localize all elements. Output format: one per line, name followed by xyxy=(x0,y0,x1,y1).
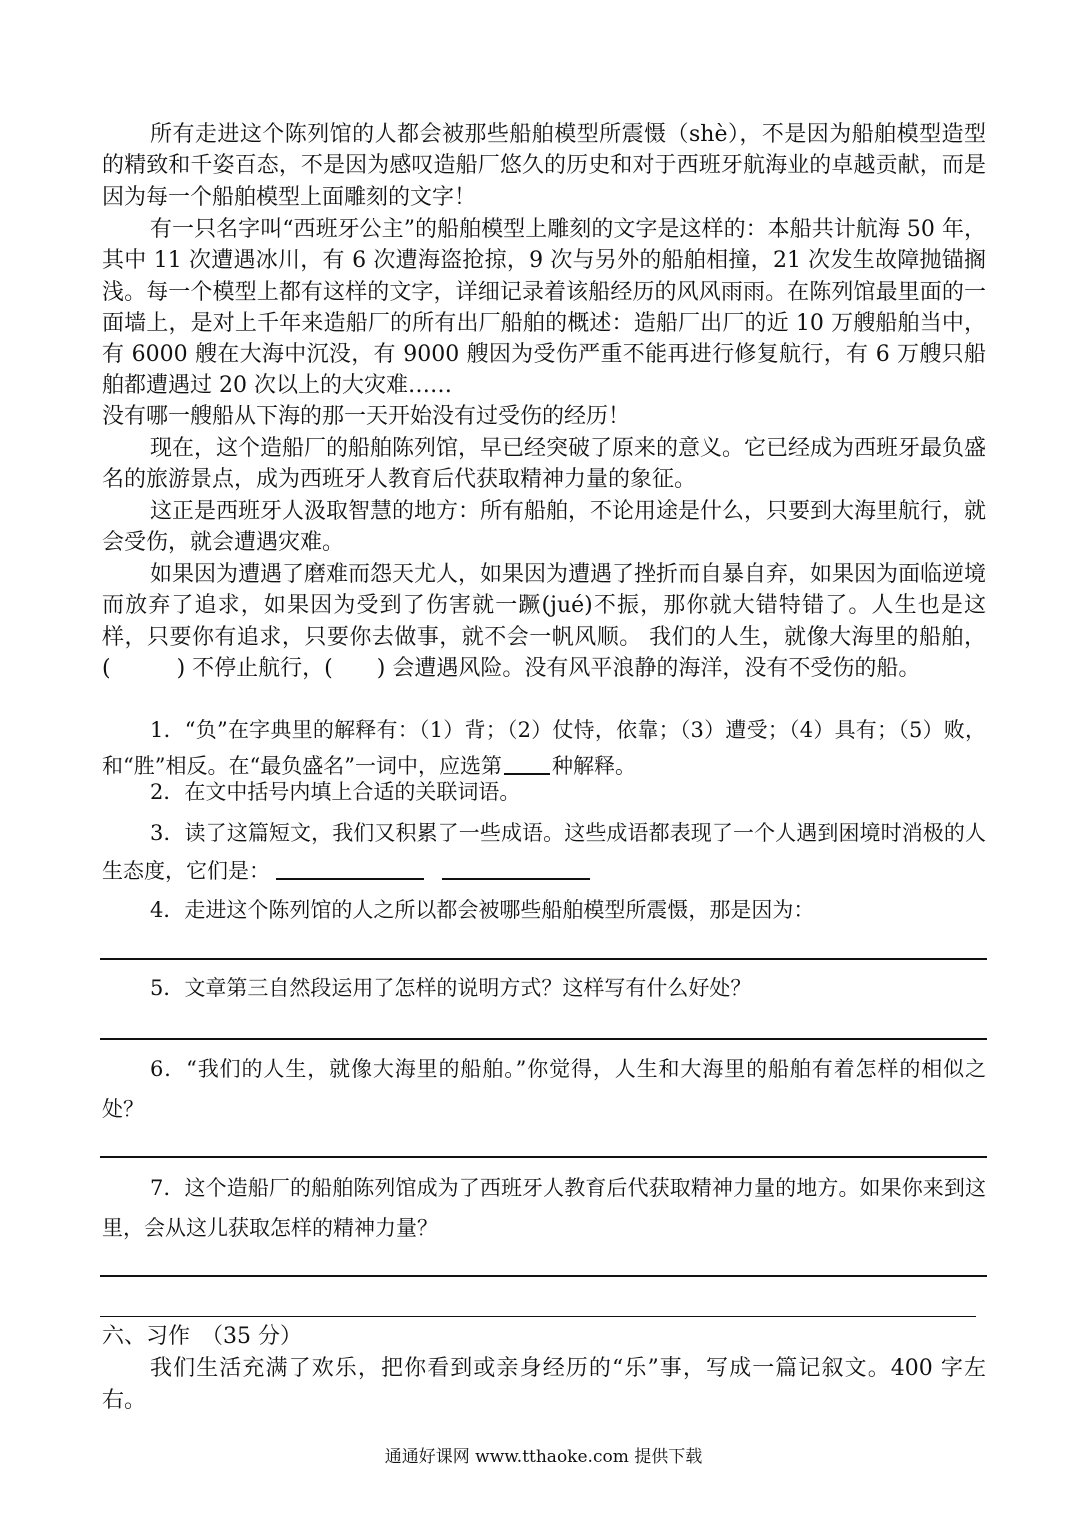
question-1-text-end: 种解释。 xyxy=(551,754,636,778)
section-6-prompt: 我们生活充满了欢乐，把你看到或亲身经历的“乐”事，写成一篇记叙文。400 字左右。 xyxy=(102,1356,986,1413)
question-1-text: 1．“负”在字典里的解释有：（1）背；（2）仗恃，依靠；（3）遭受；（4）具有；（5）败，和“胜”相反。在“最负盛名”一词中，应选第 xyxy=(102,718,986,778)
page-footer: 通通好课网 www.tthaoke.com 提供下载 xyxy=(384,1447,703,1467)
question-5: 5．文章第三自然段运用了怎样的说明方式？这样写有什么好处？ xyxy=(150,976,752,1000)
passage-paragraph-2: 有一只名字叫“西班牙公主”的船舶模型上雕刻的文字是这样的：本船共计航海 50 年，其中 11 次遭遇冰川，有 6 次遭海盗抢掠，9 次与另外的船舶相撞，21 次发生故障抛锚搁浅。每一个模型上都有这样的文字，详细记录着该船经历的风风雨雨。在陈列馆最里面的一面墙上，是对上千年来造船厂的所有出厂船舶的概述：造船厂出厂的近 10 万艘船舶当中，有 6000 艘在大海中沉没，有 9000 艘因为受伤严重不能再进行修复航行，有 6 万艘只船舶都遭遇过 20 次以上的大灾难…… xyxy=(102,217,986,399)
question-2: 2．在文中括号内填上合适的关联词语。 xyxy=(150,780,521,804)
question-7-answer-line[interactable] xyxy=(100,1275,987,1277)
question-4: 4．走进这个陈列馆的人之所以都会被哪些船舶模型所震慑，那是因为： xyxy=(150,898,815,922)
question-1-answer-blank[interactable] xyxy=(504,753,550,775)
question-3-answer-blank-2[interactable] xyxy=(442,858,590,880)
question-5-answer-line[interactable] xyxy=(100,1038,987,1040)
question-6: 6．“我们的人生，就像大海里的船舶。”你觉得，人生和大海里的船舶有着怎样的相似之处？ xyxy=(102,1057,986,1121)
passage-paragraph-4: 这正是西班牙人汲取智慧的地方：所有船舶，不论用途是什么，只要到大海里航行，就会受伤，就会遭遇灾难。 xyxy=(102,499,987,556)
section-6-heading: 六、习作 （35 分） xyxy=(102,1324,302,1349)
question-3-text: 3．读了这篇短文，我们又积累了一些成语。这些成语都表现了一个人遇到困境时消极的人生态度，它们是： xyxy=(102,821,986,883)
question-3-answer-blank-1[interactable] xyxy=(276,858,424,880)
passage-paragraph-1: 所有走进这个陈列馆的人都会被那些船舶模型所震慑（shè），不是因为船舶模型造型的精致和千姿百态，不是因为感叹造船厂悠久的历史和对于西班牙航海业的卓越贡献，而是因为每一个船舶模型上面雕刻的文字！ xyxy=(102,122,986,210)
passage-paragraph-5: 如果因为遭遇了磨难而怨天尤人，如果因为遭遇了挫折而自暴自弃，如果因为面临逆境而放弃了追求，如果因为受到了伤害就一蹶(jué)不振，那你就大错特错了。人生也是这样，只要你有追求，只要你去做事，就不会一帆风顺。 我们的人生，就像大海里的船舶，( ) 不停止航行，( ) 会遭遇风险。没有风平浪静的海洋，没有不受伤的船。 xyxy=(102,562,987,681)
passage-paragraph-2-closing: 没有哪一艘船从下海的那一天开始没有过受伤的经历！ xyxy=(102,404,631,429)
question-7: 7．这个造船厂的船舶陈列馆成为了西班牙人教育后代获取精神力量的地方。如果你来到这里，会从这儿获取怎样的精神力量？ xyxy=(102,1176,986,1240)
question-4-answer-line[interactable] xyxy=(100,958,987,960)
passage-paragraph-3: 现在，这个造船厂的船舶陈列馆，早已经突破了原来的意义。它已经成为西班牙最负盛名的旅游景点，成为西班牙人教育后代获取精神力量的象征。 xyxy=(102,436,987,493)
question-3 xyxy=(102,814,986,890)
question-6-answer-line[interactable] xyxy=(100,1156,987,1158)
section-divider xyxy=(100,1316,976,1317)
